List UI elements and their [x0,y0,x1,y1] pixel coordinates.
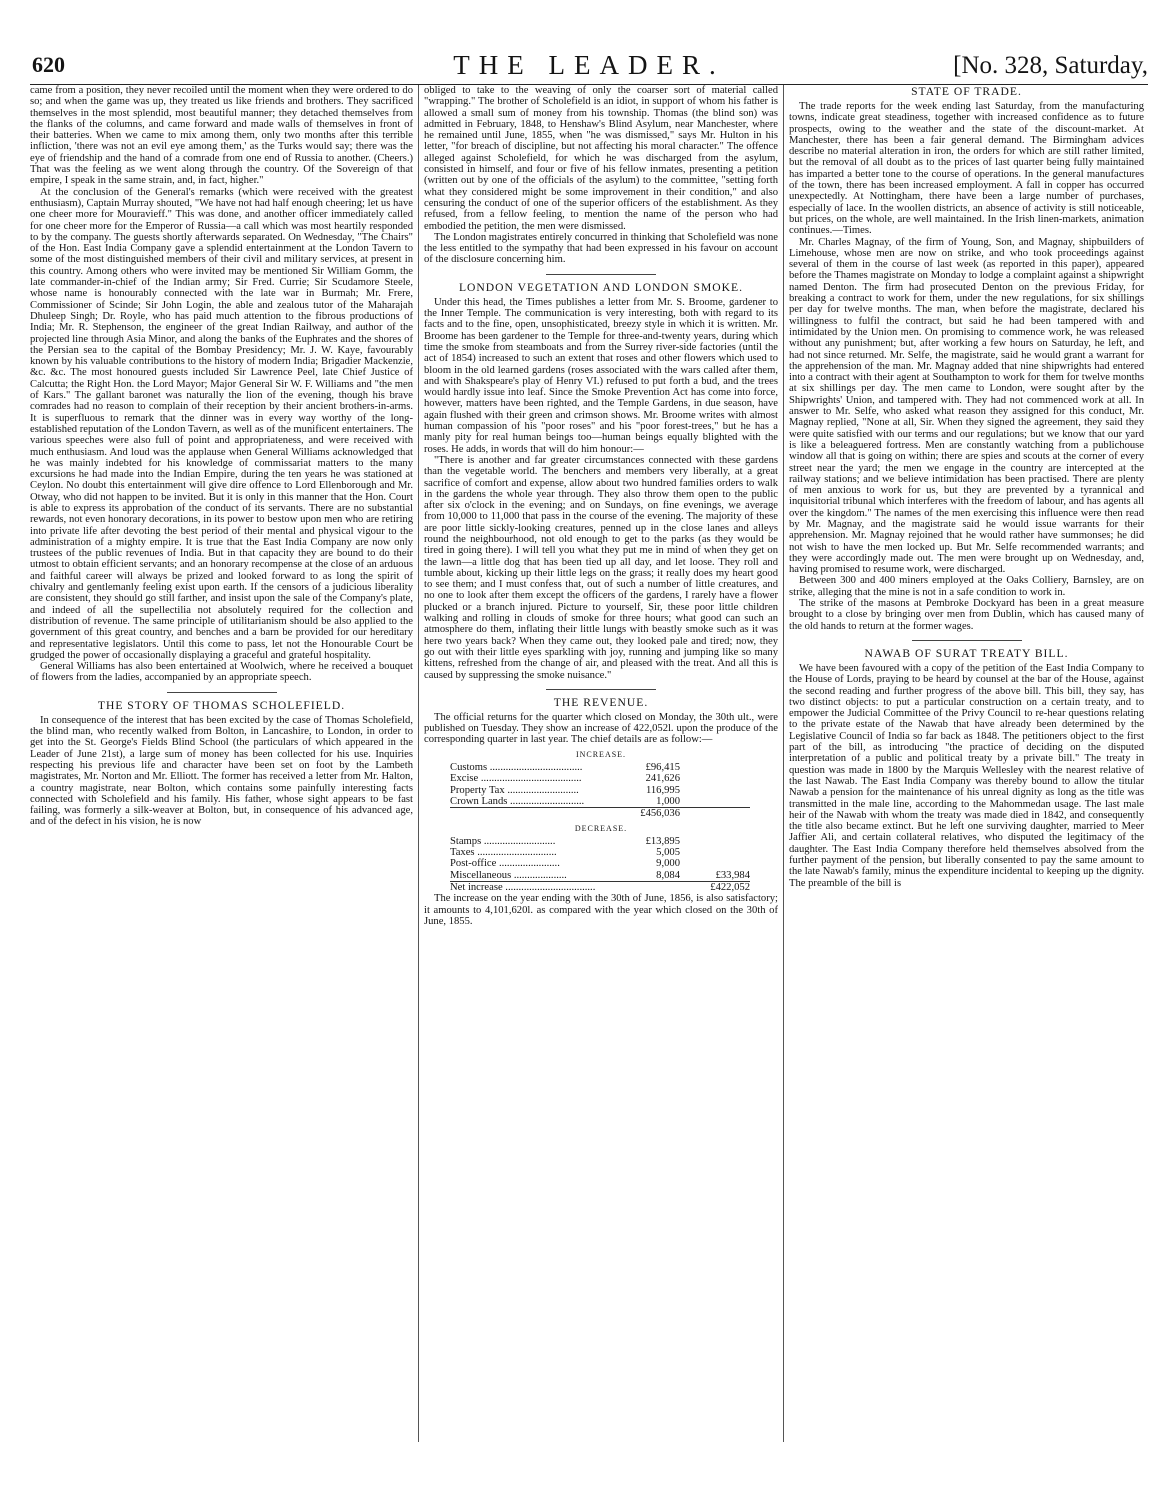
vegetation-quote: "There is another and far greater circumstances connected with these gardens than the vegetable world. The benchers and members very liberally, at a great sacrifice of comfort and expense, allow about two hundred families orders to walk in the gardens the whole year through. They also throw them open to the public after six o'clock in the evening; and on Sundays, on fine evenings, we average from 10,000 to 11,000 that pass in the course of the evening. The majority of these are poor little sickly-looking creatures, penned up in the close lanes and alleys round the neighbourhood, not old enough to get to the parks (as they would be tired in going there). I will tell you what they put me in mind of when they get on the lawn—a little dog that has been tied up all day, and let loose. They roll and tumble about, kicking up their little legs on the grass; it really does my heart good to see them; and I must confess that, out of such a number of little creatures, and no one to look after them except the officers of the gardens, I rarely have a flower plucked or a branch injured. Picture to yourself, Sir, these poor little children walking and rolling in clouds of smoke for three hours; what good can such an atmosphere do them, inflating their little lungs with beastly smoke such as it was here two years back? When they came out, they looked pale and tired; now, they go out with their little eyes sparkling with joy, running and jumping like so many kittens, refreshed from the change of air, and pleased with the treat. And all this is caused by suppressing the smoke nuisance." [424,454,778,681]
table-row: Stamps ........................... £13,895 [450,835,680,847]
increase-total-row: £456,036 [450,808,750,820]
section-separator [167,692,277,693]
vegetation-heading: LONDON VEGETATION AND LONDON SMOKE. [458,280,744,294]
trade-heading: STATE OF TRADE. [911,85,1022,98]
column-2 [424,85,778,1442]
table-row: Customs ................................... £96,415 [450,762,680,774]
increase-label: INCREASE. [575,749,627,759]
page-header [30,50,1148,84]
page-number: 620 [32,52,65,77]
article-paragraph: came from a position, they never recoiled until the moment when they were ordered to do so; and when the game was up, they treated us like friends and brothers. They sacrificed themselves in the most splendid, most beautiful manner; they detached themselves from the flanks of the columns, and came forward and made walls of themselves in front of their batteries. When we came to mix among them, only two months after this terrible infliction, 'there was not an evil eye among them,' as the Turks would say; there was the eye of friendship and the hand of a comrade from one end of Russia to another. (Cheers.) That was the feeling as we went along through the country. Of the Sovereign of that empire, I speak in the same strain, and, in fact, higher." [30,85,413,187]
trade-paragraph: The trade reports for the week ending last Saturday, from the manufacturing towns, indicate great steadiness, together with increased confidence as to future prospects, owing to the weather and the state of the discount-market. At Manchester, there has been a fair general demand. The Birmingham advices describe no material alteration in iron, the orders for which are still rather limited, but the removal of all doubt as to the prices of last quarter being fully maintained has imparted a better tone to the course of operations. In the general manufactures of the town, there has been increased employment. A fall in copper has occurred unexpectedly. At Nottingham, there have been a large number of purchases, especially of lace. In the woollen districts, an absence of activity is still noticeable, but prices, on the whole, are well maintained. In the Irish linen-markets, animation continues.—Times. [789,101,1144,237]
nawab-heading: NAWAB OF SURAT TREATY BILL. [864,646,1069,660]
section-separator [912,640,1022,641]
net-increase-row: Net increase .................................. £422,052 [450,882,750,893]
section-separator [546,689,656,690]
section-separator [546,274,656,275]
scholefield-text: In consequence of the interest that has been excited by the case of Thomas Scholefield, the blind man, who recently walked from Bolton, in Lancashire, to London, in order to get into the St. George's Fields Blind School (the particulars of which appeared in the Leader of June 21st), a large sum of money has been collected for his use. Inquiries respecting his previous life and character have been set on foot by the Lambeth magistrates, Mr. Norton and Mr. Elliott. The former has received a letter from Mr. Halton, a country magistrate, near Bolton, which contains some painfully interesting facts connected with Scholefield and his family. His father, whose sight appears to be fast failing, was formerly a silk-weaver at Bolton, but, in consequence of his advanced age, and of the defect in his vision, he is now [30,714,413,828]
trade-paragraph: The strike of the masons at Pembroke Dockyard has been in a great measure brought to a close by bringing over men from Dublin, which has caused many of the old hands to return at the former wages. [789,598,1144,632]
masthead: THE LEADER. [453,50,725,80]
table-row: Taxes .............................. 5,005 [450,847,680,859]
table-row: Excise ...................................... 241,626 [450,773,680,785]
table-row: Crown Lands ............................ 1,000 [450,795,680,807]
decrease-label: DECREASE. [574,823,628,833]
trade-paragraph: Between 300 and 400 miners employed at the Oaks Colliery, Barnsley, are on strike, alleging that the mine is not in a safe condition to work in. [789,575,1144,598]
issue-label: [No. 328, Saturday, [953,52,1148,79]
article-paragraph: At the conclusion of the General's remarks (which were received with the greatest enthusiasm), Captain Murray shouted, "We have not had half enough cheering; let us have one cheer more for Mouravieff." This was done, and another officer immediately called for one cheer more for the Emperor of Russia—a call which was most heartily responded to by the company. The guests shortly afterwards separated. On Wednesday, "The Chairs" of the Hon. East India Company gave a splendid entertainment at the London Tavern to some of the most distinguished members of their civil and military services, at present in this country. Among others who were invited may be mentioned Sir William Gomm, the late commander-in-chief of the Indian army; Sir Fred. Currie; Sir Scudamore Steele, whose name is honourably connected with the late war in Burmah; Mr. Frere, Commissioner of Scinde; Sir John Login, the able and zealous tutor of the Maharajah Dhuleep Singh; Dr. Royle, who has paid much attention to the fibrous productions of India; Mr. R. Stephenson, the engineer of the great Indian Railway, and author of the projected line through Asia Minor, and along the banks of the Euphrates and the shores of the Persian sea to the capital of the Bombay Presidency; Mr. J. W. Kaye, favourably known by his valuable contributions to the history of modern India; Brigadier Mackenzie, &c. &c. The most honoured guests included Sir Lawrence Peel, late Chief Justice of Calcutta; the Right Hon. the Lord Mayor; Major General Sir W. F. Williams and "the men of Kars." The gallant baronet was naturally the lion of the evening, though his brave comrades had no reason to complain of their reception by their ancient brothers-in-arms. It is superfluous to remark that the dinner was in every way worthy of the long-established reputation of the London Tavern, as well as of the munificent entertainers. The various speeches were also full of point and appropriateness, and were received with much enthusiasm. And loud was the applause when General Williams acknowledged that he was mainly indebted for his knowledge of commissariat matters to the many excursions he had made into the Indian Empire, during the ten years he was stationed at Ceylon. No doubt this entertainment will give dire offence to Lord Ellenborough and Mr. Otway, who did not happen to be invited. But it is only in this manner that the Hon. Court is able to express its approbation of the conduct of its servants. There are no substantial rewards, not even honorary decorations, in its power to bestow upon men who are retiring into private life after devoting the best period of their mental and physical vigour to the administration of a mighty empire. It is true that the East India Company are now only trustees of the public revenues of India. But in that capacity they are bound to do their utmost to obtain efficient servants; and an honorary recompense at the close of an arduous and faithful career will always be prized and looked forward to as long the spirit of chivalry and gentlemanly feeling exist upon earth. If the censors of a judicious liberality are consistent, they should go still farther, and insist upon the sale of the Company's plate, and indeed of all the supellectilia not absolutely required for the collection and distribution of revenue. The same principle of utilitarianism should be also applied to the government of this great country, and benches and a barn be provided for our hereditary and representative legislators. Until this come to pass, let not the Honourable Court be grudged the power of occasionally displaying a graceful and grateful hospitality. [30,186,413,661]
column-3 [789,85,1144,1442]
trade-paragraph: Mr. Charles Magnay, of the firm of Young, Son, and Magnay, shipbuilders of Limehouse, whose men are now on strike, and who took proceedings against several of them in the course of last week (as reported in this paper), appeared before the Thames magistrate on Monday to lodge a complaint against a shipwright named Denton. The firm had prosecuted Denton on the previous Friday, for breaking a contract to work for them, under the new regulations, for six shillings per day for twelve months. The man, when before the magistrate, declared his willingness to fulfil the contract, but said he had been tampered with and intimidated by the Union men. On promising to commence work, he was released without any punishment; but, after working a few hours on Saturday, he left, and had not since returned. Mr. Selfe, the magistrate, said he would grant a warrant for the apprehension of the man. Mr. Magnay added that nine shipwrights had entered into a contract with their agent at Southampton to work for them for twelve months at six shillings per day. The men came to London, were sought after by the Shipwrights' Union, and tampered with. They had not commenced work at all. In answer to Mr. Selfe, who asked what reason they assigned for this conduct, Mr. Magnay replied, "None at all, Sir. When they signed the agreement, they said they were quite satisfied with our terms and our regulations; but we know that our yard is like a beleaguered fortress. Men are constantly watching from a publichouse window all that is going on within; there are spies and scouts at the corner of every street near the yard; the men we engage in the country are intercepted at the railway stations; and we believe intimidation has been practised. There are plenty of men anxious to work for us, but they are prevented by a tyrannical and inquisitorial tribunal which interferes with the freedom of labour, and has agents all over the kingdom." The names of the men exercising this influence were then read by Mr. Magnay, and the magistrate said he would issue warrants for their apprehension. Mr. Magnay rejoined that he would rather have summonses; he did not wish to have the men locked up. But Mr. Selfe recommended warrants; and they were accordingly made out. The men were brought up on Wednesday, and, having promised to resume work, were discharged. [789,236,1144,576]
column-divider-1 [418,85,419,1442]
column-1 [30,85,413,1442]
article-paragraph: General Williams has also been entertained at Woolwich, where he received a bouquet of flowers from the ladies, accompanied by an appropriate speech. [30,661,413,684]
scholefield-continued: obliged to take to the weaving of only the coarser sort of material called "wrapping." The brother of Scholefield is an idiot, in support of whom his father is allowed a small sum of money from his township. Thomas (the blind son) was admitted in February, 1848, to Henshaw's Blind Asylum, near Manchester, where he remained until June, 1855, when "he was dismissed," says Mr. Hulton in his letter, "for breach of discipline, but not affecting his moral character." The offence alleged against Scholefield, for which he was discharged from the asylum, consisted in himself, and four or five of his fellow inmates, presenting a petition (written out by one of the officials of the asylum) to the committee, "setting forth what they considered might be some improvement in their condition," and also censuring the conduct of one of the superior officers of the establishment. As they refused, from a fellow feeling, to mention the name of the person who had embodied the petition, the men were dismissed. [424,85,778,232]
nawab-text: We have been favoured with a copy of the petition of the East India Company to the House of Lords, praying to be heard by counsel at the bar of the House, against the second reading and further progress of the above bill. This bill, they say, has two distinct objects: to put a particular construction on a certain treaty, and to empower the Judicial Committee of the Privy Council to re-hear questions relating to the private estate of the Nawab that have already been determined by the Legislative Council of India so far back as 1848. The petitioners object to the first part of the bill, as introducing "the practice of deciding on the disputed interpretation of a public and political treaty by a private bill." The treaty in question was made in 1800 by the Marquis Wellesley with the nearest relative of the last Nawab. The East India Company was thereby bound to allow the titular Nawab a pension for the maintenance of his unreal dignity as long as the title was transmitted in the male line, according to the Mahommedan usage. The last male heir of the Nawab with whom the treaty was made died in 1842, and consequently the title also became extinct. But he left one surviving daughter, married to Meer Jaffier Ali, and certain collateral relatives, who disputed the legitimacy of the daughter. The East India Company therefore held themselves absolved from the further payment of the pension, but liberally consented to pay the same amount to the late Nawab's family, minus the expenditure incidental to keeping up the dignity. The preamble of the bill is [789,662,1144,889]
table-row: Property Tax ........................... 116,995 [450,784,680,796]
vegetation-text: Under this head, the Times publishes a letter from Mr. S. Broome, gardener to the Inner Temple. The communication is very interesting, both with regard to its facts and to the fine, open, unsophisticated, breezy style in which it is written. Mr. Broome has been gardener to the Temple for three-and-twenty years, during which time the smoke from steamboats and from the Surrey river-side factories (until the act of 1854) increased to such an extent that roses and other flowers which used to bloom in the old learned gardens (roses associated with the wars called after them, and with Shakspeare's play of Henry VI.) refused to put forth a bud, and the trees would hardly issue into leaf. Since the Smoke Prevention Act has come into force, however, matters have been righted, and the Temple Gardens, in due season, have again flushed with their green and crimson shows. Mr. Broome writes with almost human compassion of his "poor roses" and his "poor forest-trees," but he has a manly pity for real human beings too—human beings equally blighted with the roses. He adds, in words that will do him honour:— [424,296,778,455]
revenue-closing: The increase on the year ending with the 30th of June, 1856, is also satisfactory; it amounts to 4,101,620l. as compared with the year which closed on the 30th of June, 1855. [424,893,778,927]
increase-table [450,762,750,819]
scholefield-conclusion: The London magistrates entirely concurred in thinking that Scholefield was none the less entitled to the sympathy that had been expressed in his favour on account of the disclosure concerning him. [424,231,778,266]
table-row: Post-office ....................... 9,000 [450,858,680,870]
decrease-table [450,836,750,893]
scholefield-heading: THE STORY OF THOMAS SCHOLEFIELD. [97,698,346,712]
revenue-heading: THE REVENUE. [553,695,649,709]
column-divider-2 [783,85,784,1442]
table-row: Miscellaneous .................... 8,084 £33,984 [450,869,750,881]
revenue-text: The official returns for the quarter which closed on Monday, the 30th ult., were published on Tuesday. They show an increase of 422,052l. upon the produce of the corresponding quarter in last year. The chief details are as follow:— [424,711,778,746]
